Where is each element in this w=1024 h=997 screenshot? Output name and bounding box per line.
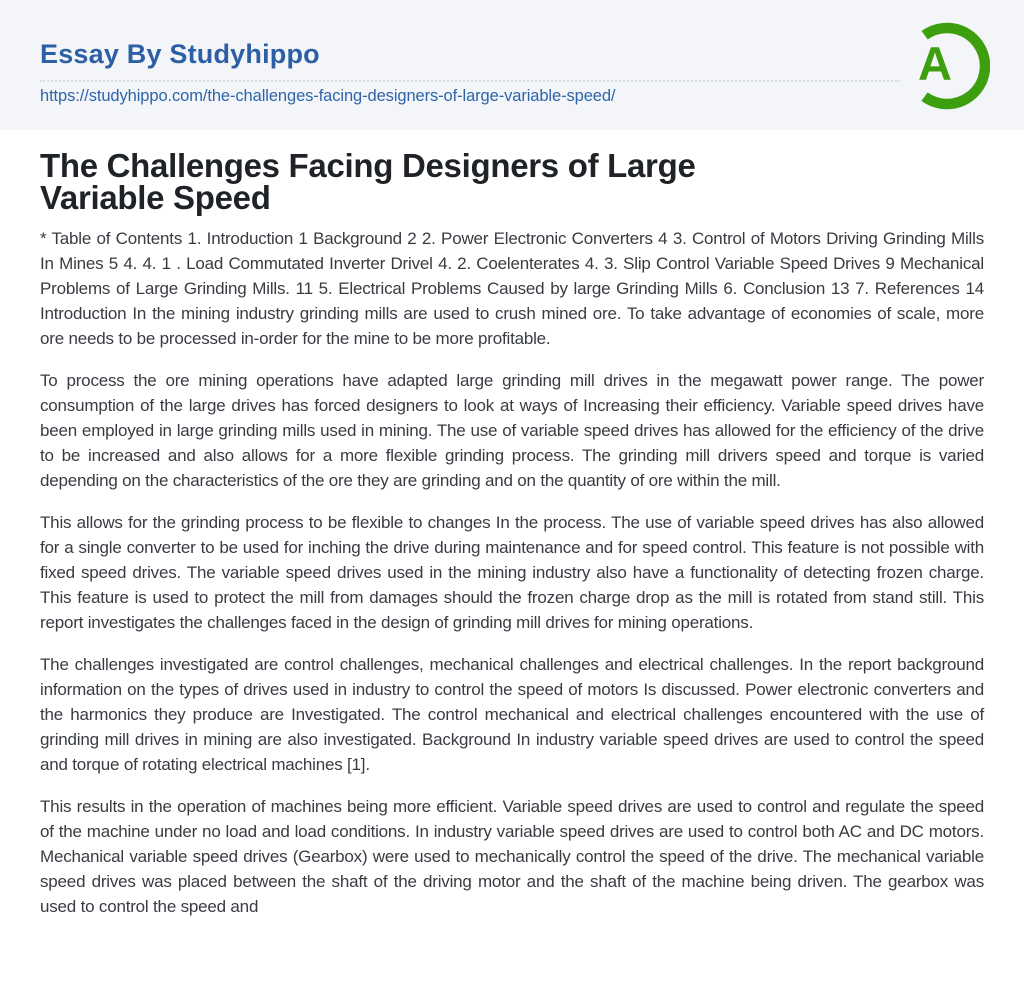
logo-letter: A: [918, 37, 952, 90]
paragraph-flexible-process: This allows for the grinding process to be flexible to changes In the process. The use of variable speed drives has also allowed for a single converter to be used for inching the drive during maintenance and for speed control. This feature is not possible with fixed speed drives. The variable speed drives used in the mining industry also have a functionality of detecting frozen charge. This feature is used to protect the mill from damages should the frozen charge drop as the mill is rotated from stand still. This report investigates the challenges faced in the design of grinding mill drives for mining operations.: [40, 513, 984, 632]
article-title: [40, 147, 984, 216]
source-url-link[interactable]: https://studyhippo.com/the-challenges-facing-designers-of-large-variable-speed/: [40, 86, 616, 105]
header-text-block: [40, 40, 900, 106]
article-content: [0, 147, 1024, 919]
site-title: Essay By Studyhippo: [40, 39, 320, 69]
header-divider: [40, 80, 900, 82]
paragraph-table-of-contents: * Table of Contents 1. Introduction 1 Background 2 2. Power Electronic Converters 4 3. Control of Motors Driving Grinding Mills In Mines 5 4. 4. 1 . Load Commutated Inverter Drivel 4. 2. Coelenterates 4. 3. Slip Control Variable Speed Drives 9 Mechanical Problems of Large Grinding Mills. 11 5. Electrical Problems Caused by large Grinding Mills 6. Conclusion 13 7. References 14 Introduction In the mining industry grinding mills are used to crush mined ore. To take advantage of economies of scale, more ore needs to be processed in-order for the mine to be more profitable.: [40, 229, 984, 348]
article-title-line-1: The Challenges Facing Designers of Large: [40, 147, 696, 184]
paragraph-ore-processing: To process the ore mining operations have adapted large grinding mill drives in the megawatt power range. The power consumption of the large drives has forced designers to look at ways of Increasing their efficiency. Variable speed drives have been employed in large grinding mills used in mining. The use of variable speed drives has allowed for the efficiency of the drive to be increased and also allows for a more flexible grinding process. The grinding mill drivers speed and torque is varied depending on the characteristics of the ore they are grinding and on the quantity of ore within the mill.: [40, 371, 984, 490]
page-header: [0, 0, 1024, 130]
studyhippo-logo-icon: [902, 22, 990, 112]
article-title-line-2: Variable Speed: [40, 179, 271, 216]
paragraph-challenges-investigated: The challenges investigated are control challenges, mechanical challenges and electrical challenges. In the report background information on the types of drives used in industry to control the speed of motors Is discussed. Power electronic converters and the harmonics they produce are Investigated. The control mechanical and electrical challenges encountered with the use of grinding mill drives in mining are also investigated. Background In industry variable speed drives are used to control the speed and torque of rotating electrical machines [1].: [40, 655, 984, 774]
paragraph-machine-efficiency: This results in the operation of machines being more efficient. Variable speed drives are used to control and regulate the speed of the machine under no load and load conditions. In industry variable speed drives are used to control both AC and DC motors. Mechanical variable speed drives (Gearbox) were used to mechanically control the speed of the drive. The mechanical variable speed drives was placed between the shaft of the driving motor and the shaft of the machine being driven. The gearbox was used to control the speed and: [40, 797, 984, 916]
